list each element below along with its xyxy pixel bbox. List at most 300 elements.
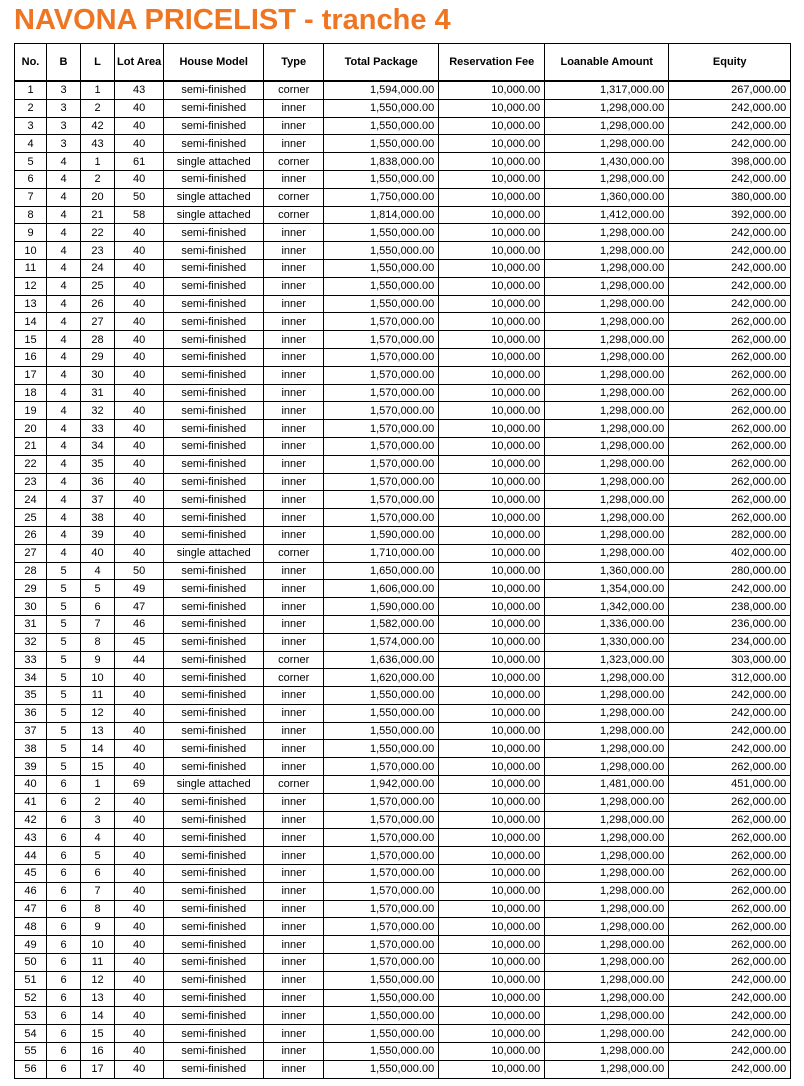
cell-no: 33 <box>15 651 47 669</box>
cell-total-package: 1,550,000.00 <box>324 687 439 705</box>
cell-no: 23 <box>15 473 47 491</box>
cell-block: 4 <box>47 153 81 171</box>
cell-loanable-amount: 1,298,000.00 <box>545 526 669 544</box>
cell-no: 22 <box>15 455 47 473</box>
cell-block: 5 <box>47 669 81 687</box>
cell-equity: 242,000.00 <box>669 1025 791 1043</box>
cell-block: 4 <box>47 437 81 455</box>
cell-loanable-amount: 1,298,000.00 <box>545 224 669 242</box>
cell-total-package: 1,550,000.00 <box>324 971 439 989</box>
header-house-model: House Model <box>164 44 264 82</box>
cell-block: 4 <box>47 544 81 562</box>
cell-house-model: semi-finished <box>164 117 264 135</box>
cell-type: inner <box>264 615 324 633</box>
cell-reservation-fee: 10,000.00 <box>439 491 545 509</box>
cell-no: 55 <box>15 1043 47 1061</box>
cell-no: 1 <box>15 81 47 99</box>
cell-house-model: semi-finished <box>164 651 264 669</box>
cell-reservation-fee: 10,000.00 <box>439 687 545 705</box>
cell-block: 6 <box>47 1007 81 1025</box>
table-row <box>15 99 791 117</box>
cell-reservation-fee: 10,000.00 <box>439 437 545 455</box>
cell-house-model: semi-finished <box>164 259 264 277</box>
cell-total-package: 1,570,000.00 <box>324 811 439 829</box>
cell-reservation-fee: 10,000.00 <box>439 455 545 473</box>
cell-lot-area: 69 <box>115 776 164 794</box>
table-row <box>15 936 791 954</box>
cell-block: 4 <box>47 509 81 527</box>
header-lot: L <box>81 44 115 82</box>
cell-reservation-fee: 10,000.00 <box>439 989 545 1007</box>
cell-lot-area: 61 <box>115 153 164 171</box>
cell-lot-area: 40 <box>115 224 164 242</box>
table-row <box>15 811 791 829</box>
cell-total-package: 1,570,000.00 <box>324 918 439 936</box>
cell-lot: 43 <box>81 135 115 153</box>
cell-house-model: semi-finished <box>164 687 264 705</box>
cell-house-model: semi-finished <box>164 1007 264 1025</box>
table-row <box>15 918 791 936</box>
cell-no: 51 <box>15 971 47 989</box>
cell-block: 6 <box>47 971 81 989</box>
cell-type: inner <box>264 242 324 260</box>
cell-total-package: 1,550,000.00 <box>324 277 439 295</box>
cell-block: 4 <box>47 313 81 331</box>
cell-lot: 15 <box>81 758 115 776</box>
cell-lot-area: 40 <box>115 366 164 384</box>
cell-total-package: 1,570,000.00 <box>324 829 439 847</box>
cell-type: inner <box>264 989 324 1007</box>
cell-lot: 11 <box>81 954 115 972</box>
cell-lot-area: 40 <box>115 704 164 722</box>
cell-total-package: 1,570,000.00 <box>324 348 439 366</box>
cell-house-model: single attached <box>164 153 264 171</box>
cell-lot-area: 40 <box>115 277 164 295</box>
cell-house-model: semi-finished <box>164 170 264 188</box>
header-block: B <box>47 44 81 82</box>
cell-no: 5 <box>15 153 47 171</box>
cell-lot: 39 <box>81 526 115 544</box>
cell-lot: 21 <box>81 206 115 224</box>
cell-type: inner <box>264 277 324 295</box>
cell-lot-area: 40 <box>115 758 164 776</box>
cell-equity: 398,000.00 <box>669 153 791 171</box>
cell-equity: 312,000.00 <box>669 669 791 687</box>
cell-loanable-amount: 1,298,000.00 <box>545 758 669 776</box>
cell-reservation-fee: 10,000.00 <box>439 722 545 740</box>
cell-reservation-fee: 10,000.00 <box>439 544 545 562</box>
cell-lot: 8 <box>81 900 115 918</box>
cell-reservation-fee: 10,000.00 <box>439 598 545 616</box>
cell-equity: 234,000.00 <box>669 633 791 651</box>
table-row <box>15 455 791 473</box>
cell-lot: 12 <box>81 971 115 989</box>
cell-reservation-fee: 10,000.00 <box>439 402 545 420</box>
cell-lot: 9 <box>81 918 115 936</box>
cell-lot-area: 40 <box>115 420 164 438</box>
cell-block: 4 <box>47 348 81 366</box>
cell-reservation-fee: 10,000.00 <box>439 882 545 900</box>
cell-house-model: semi-finished <box>164 242 264 260</box>
cell-block: 6 <box>47 900 81 918</box>
cell-total-package: 1,838,000.00 <box>324 153 439 171</box>
cell-equity: 238,000.00 <box>669 598 791 616</box>
cell-lot-area: 40 <box>115 722 164 740</box>
cell-house-model: semi-finished <box>164 865 264 883</box>
cell-type: inner <box>264 135 324 153</box>
cell-loanable-amount: 1,360,000.00 <box>545 188 669 206</box>
cell-reservation-fee: 10,000.00 <box>439 918 545 936</box>
cell-type: inner <box>264 811 324 829</box>
cell-block: 5 <box>47 633 81 651</box>
cell-total-package: 1,550,000.00 <box>324 1007 439 1025</box>
cell-no: 11 <box>15 259 47 277</box>
table-row <box>15 526 791 544</box>
cell-reservation-fee: 10,000.00 <box>439 420 545 438</box>
cell-total-package: 1,550,000.00 <box>324 722 439 740</box>
cell-block: 4 <box>47 277 81 295</box>
table-row <box>15 117 791 135</box>
cell-total-package: 1,550,000.00 <box>324 242 439 260</box>
cell-equity: 242,000.00 <box>669 259 791 277</box>
cell-block: 3 <box>47 117 81 135</box>
cell-no: 49 <box>15 936 47 954</box>
cell-block: 6 <box>47 954 81 972</box>
table-row <box>15 1007 791 1025</box>
cell-type: inner <box>264 865 324 883</box>
cell-total-package: 1,606,000.00 <box>324 580 439 598</box>
cell-house-model: semi-finished <box>164 473 264 491</box>
cell-house-model: semi-finished <box>164 829 264 847</box>
cell-reservation-fee: 10,000.00 <box>439 936 545 954</box>
cell-no: 7 <box>15 188 47 206</box>
cell-block: 3 <box>47 99 81 117</box>
cell-type: inner <box>264 331 324 349</box>
cell-house-model: semi-finished <box>164 615 264 633</box>
cell-lot-area: 40 <box>115 936 164 954</box>
cell-lot: 6 <box>81 865 115 883</box>
cell-total-package: 1,710,000.00 <box>324 544 439 562</box>
cell-reservation-fee: 10,000.00 <box>439 81 545 99</box>
cell-no: 52 <box>15 989 47 1007</box>
cell-equity: 242,000.00 <box>669 1007 791 1025</box>
cell-equity: 242,000.00 <box>669 704 791 722</box>
cell-equity: 262,000.00 <box>669 437 791 455</box>
cell-no: 48 <box>15 918 47 936</box>
cell-house-model: semi-finished <box>164 1060 264 1078</box>
table-row <box>15 971 791 989</box>
cell-equity: 242,000.00 <box>669 1060 791 1078</box>
cell-lot: 40 <box>81 544 115 562</box>
cell-loanable-amount: 1,298,000.00 <box>545 402 669 420</box>
cell-lot-area: 40 <box>115 509 164 527</box>
cell-type: corner <box>264 206 324 224</box>
cell-type: inner <box>264 1060 324 1078</box>
table-row <box>15 598 791 616</box>
cell-reservation-fee: 10,000.00 <box>439 740 545 758</box>
cell-loanable-amount: 1,298,000.00 <box>545 277 669 295</box>
cell-equity: 380,000.00 <box>669 188 791 206</box>
table-row <box>15 651 791 669</box>
cell-loanable-amount: 1,298,000.00 <box>545 971 669 989</box>
cell-no: 47 <box>15 900 47 918</box>
cell-lot-area: 40 <box>115 971 164 989</box>
cell-house-model: semi-finished <box>164 740 264 758</box>
table-row <box>15 580 791 598</box>
cell-type: corner <box>264 776 324 794</box>
cell-equity: 262,000.00 <box>669 758 791 776</box>
cell-total-package: 1,550,000.00 <box>324 704 439 722</box>
cell-house-model: semi-finished <box>164 135 264 153</box>
cell-equity: 262,000.00 <box>669 918 791 936</box>
cell-loanable-amount: 1,298,000.00 <box>545 295 669 313</box>
cell-lot: 1 <box>81 81 115 99</box>
cell-loanable-amount: 1,298,000.00 <box>545 135 669 153</box>
cell-loanable-amount: 1,298,000.00 <box>545 829 669 847</box>
cell-total-package: 1,570,000.00 <box>324 758 439 776</box>
cell-total-package: 1,570,000.00 <box>324 900 439 918</box>
cell-reservation-fee: 10,000.00 <box>439 633 545 651</box>
cell-house-model: single attached <box>164 776 264 794</box>
cell-lot: 32 <box>81 402 115 420</box>
cell-house-model: single attached <box>164 206 264 224</box>
cell-lot: 17 <box>81 1060 115 1078</box>
cell-lot-area: 40 <box>115 811 164 829</box>
cell-loanable-amount: 1,298,000.00 <box>545 455 669 473</box>
cell-equity: 242,000.00 <box>669 1043 791 1061</box>
cell-no: 14 <box>15 313 47 331</box>
cell-block: 4 <box>47 420 81 438</box>
cell-reservation-fee: 10,000.00 <box>439 473 545 491</box>
cell-lot-area: 40 <box>115 1007 164 1025</box>
cell-reservation-fee: 10,000.00 <box>439 580 545 598</box>
table-row <box>15 437 791 455</box>
cell-type: inner <box>264 99 324 117</box>
cell-lot-area: 40 <box>115 865 164 883</box>
cell-lot: 26 <box>81 295 115 313</box>
cell-lot-area: 40 <box>115 900 164 918</box>
cell-block: 5 <box>47 758 81 776</box>
cell-total-package: 1,620,000.00 <box>324 669 439 687</box>
cell-no: 4 <box>15 135 47 153</box>
cell-loanable-amount: 1,298,000.00 <box>545 989 669 1007</box>
cell-house-model: semi-finished <box>164 224 264 242</box>
cell-type: inner <box>264 1025 324 1043</box>
cell-total-package: 1,582,000.00 <box>324 615 439 633</box>
cell-total-package: 1,550,000.00 <box>324 135 439 153</box>
cell-block: 4 <box>47 366 81 384</box>
table-row <box>15 509 791 527</box>
table-row <box>15 348 791 366</box>
cell-equity: 280,000.00 <box>669 562 791 580</box>
cell-total-package: 1,550,000.00 <box>324 989 439 1007</box>
cell-block: 4 <box>47 206 81 224</box>
cell-lot-area: 40 <box>115 242 164 260</box>
cell-lot-area: 50 <box>115 562 164 580</box>
cell-no: 40 <box>15 776 47 794</box>
cell-lot: 10 <box>81 936 115 954</box>
cell-lot-area: 40 <box>115 526 164 544</box>
cell-loanable-amount: 1,430,000.00 <box>545 153 669 171</box>
cell-loanable-amount: 1,342,000.00 <box>545 598 669 616</box>
cell-block: 6 <box>47 989 81 1007</box>
table-row <box>15 473 791 491</box>
cell-house-model: semi-finished <box>164 847 264 865</box>
cell-lot-area: 45 <box>115 633 164 651</box>
cell-loanable-amount: 1,298,000.00 <box>545 170 669 188</box>
cell-block: 4 <box>47 242 81 260</box>
cell-total-package: 1,550,000.00 <box>324 224 439 242</box>
cell-lot: 14 <box>81 1007 115 1025</box>
cell-house-model: semi-finished <box>164 793 264 811</box>
cell-equity: 242,000.00 <box>669 224 791 242</box>
cell-lot: 6 <box>81 598 115 616</box>
cell-loanable-amount: 1,412,000.00 <box>545 206 669 224</box>
cell-total-package: 1,570,000.00 <box>324 402 439 420</box>
cell-loanable-amount: 1,298,000.00 <box>545 1043 669 1061</box>
cell-type: inner <box>264 259 324 277</box>
cell-house-model: semi-finished <box>164 402 264 420</box>
cell-total-package: 1,814,000.00 <box>324 206 439 224</box>
cell-lot: 5 <box>81 580 115 598</box>
cell-no: 6 <box>15 170 47 188</box>
cell-house-model: semi-finished <box>164 882 264 900</box>
cell-equity: 262,000.00 <box>669 473 791 491</box>
cell-total-package: 1,594,000.00 <box>324 81 439 99</box>
cell-house-model: semi-finished <box>164 758 264 776</box>
cell-lot-area: 49 <box>115 580 164 598</box>
table-row <box>15 81 791 99</box>
cell-equity: 262,000.00 <box>669 313 791 331</box>
cell-reservation-fee: 10,000.00 <box>439 188 545 206</box>
cell-equity: 402,000.00 <box>669 544 791 562</box>
cell-house-model: semi-finished <box>164 420 264 438</box>
cell-no: 44 <box>15 847 47 865</box>
cell-type: inner <box>264 829 324 847</box>
cell-total-package: 1,550,000.00 <box>324 259 439 277</box>
cell-type: inner <box>264 384 324 402</box>
cell-block: 6 <box>47 776 81 794</box>
cell-lot-area: 50 <box>115 188 164 206</box>
cell-lot: 33 <box>81 420 115 438</box>
cell-equity: 262,000.00 <box>669 793 791 811</box>
cell-equity: 236,000.00 <box>669 615 791 633</box>
cell-lot-area: 40 <box>115 117 164 135</box>
cell-equity: 242,000.00 <box>669 170 791 188</box>
pricelist-table <box>14 43 791 1079</box>
cell-house-model: semi-finished <box>164 722 264 740</box>
cell-total-package: 1,550,000.00 <box>324 1025 439 1043</box>
cell-loanable-amount: 1,298,000.00 <box>545 544 669 562</box>
cell-lot-area: 40 <box>115 669 164 687</box>
cell-lot: 15 <box>81 1025 115 1043</box>
cell-loanable-amount: 1,298,000.00 <box>545 918 669 936</box>
cell-loanable-amount: 1,354,000.00 <box>545 580 669 598</box>
cell-block: 5 <box>47 740 81 758</box>
cell-type: inner <box>264 793 324 811</box>
cell-reservation-fee: 10,000.00 <box>439 153 545 171</box>
cell-lot-area: 46 <box>115 615 164 633</box>
table-row <box>15 633 791 651</box>
cell-reservation-fee: 10,000.00 <box>439 259 545 277</box>
cell-lot-area: 40 <box>115 544 164 562</box>
cell-lot: 12 <box>81 704 115 722</box>
table-row <box>15 1043 791 1061</box>
cell-reservation-fee: 10,000.00 <box>439 277 545 295</box>
cell-lot: 1 <box>81 776 115 794</box>
table-row <box>15 704 791 722</box>
cell-lot-area: 40 <box>115 135 164 153</box>
cell-lot-area: 40 <box>115 455 164 473</box>
cell-loanable-amount: 1,298,000.00 <box>545 473 669 491</box>
cell-reservation-fee: 10,000.00 <box>439 651 545 669</box>
cell-no: 31 <box>15 615 47 633</box>
table-row <box>15 954 791 972</box>
cell-equity: 392,000.00 <box>669 206 791 224</box>
table-row <box>15 740 791 758</box>
cell-loanable-amount: 1,298,000.00 <box>545 687 669 705</box>
cell-type: inner <box>264 224 324 242</box>
cell-house-model: semi-finished <box>164 811 264 829</box>
cell-reservation-fee: 10,000.00 <box>439 170 545 188</box>
cell-reservation-fee: 10,000.00 <box>439 348 545 366</box>
cell-no: 45 <box>15 865 47 883</box>
cell-equity: 242,000.00 <box>669 580 791 598</box>
cell-equity: 242,000.00 <box>669 135 791 153</box>
cell-no: 10 <box>15 242 47 260</box>
cell-equity: 242,000.00 <box>669 117 791 135</box>
cell-lot-area: 40 <box>115 402 164 420</box>
table-row <box>15 847 791 865</box>
cell-reservation-fee: 10,000.00 <box>439 117 545 135</box>
cell-equity: 242,000.00 <box>669 687 791 705</box>
cell-total-package: 1,942,000.00 <box>324 776 439 794</box>
cell-total-package: 1,570,000.00 <box>324 313 439 331</box>
cell-no: 12 <box>15 277 47 295</box>
table-header-row <box>15 44 791 82</box>
cell-no: 19 <box>15 402 47 420</box>
cell-block: 6 <box>47 811 81 829</box>
cell-no: 15 <box>15 331 47 349</box>
cell-loanable-amount: 1,298,000.00 <box>545 954 669 972</box>
cell-type: inner <box>264 1007 324 1025</box>
cell-equity: 262,000.00 <box>669 491 791 509</box>
cell-no: 29 <box>15 580 47 598</box>
cell-total-package: 1,570,000.00 <box>324 847 439 865</box>
header-type: Type <box>264 44 324 82</box>
cell-lot-area: 40 <box>115 918 164 936</box>
table-row <box>15 295 791 313</box>
cell-block: 4 <box>47 259 81 277</box>
cell-reservation-fee: 10,000.00 <box>439 331 545 349</box>
cell-lot-area: 43 <box>115 81 164 99</box>
cell-house-model: semi-finished <box>164 437 264 455</box>
cell-house-model: semi-finished <box>164 277 264 295</box>
cell-lot: 20 <box>81 188 115 206</box>
cell-type: corner <box>264 669 324 687</box>
cell-equity: 262,000.00 <box>669 811 791 829</box>
cell-reservation-fee: 10,000.00 <box>439 526 545 544</box>
cell-no: 17 <box>15 366 47 384</box>
cell-total-package: 1,570,000.00 <box>324 936 439 954</box>
cell-total-package: 1,550,000.00 <box>324 170 439 188</box>
cell-house-model: semi-finished <box>164 348 264 366</box>
cell-loanable-amount: 1,298,000.00 <box>545 509 669 527</box>
cell-total-package: 1,590,000.00 <box>324 598 439 616</box>
cell-type: inner <box>264 758 324 776</box>
cell-lot-area: 47 <box>115 598 164 616</box>
cell-lot: 2 <box>81 170 115 188</box>
